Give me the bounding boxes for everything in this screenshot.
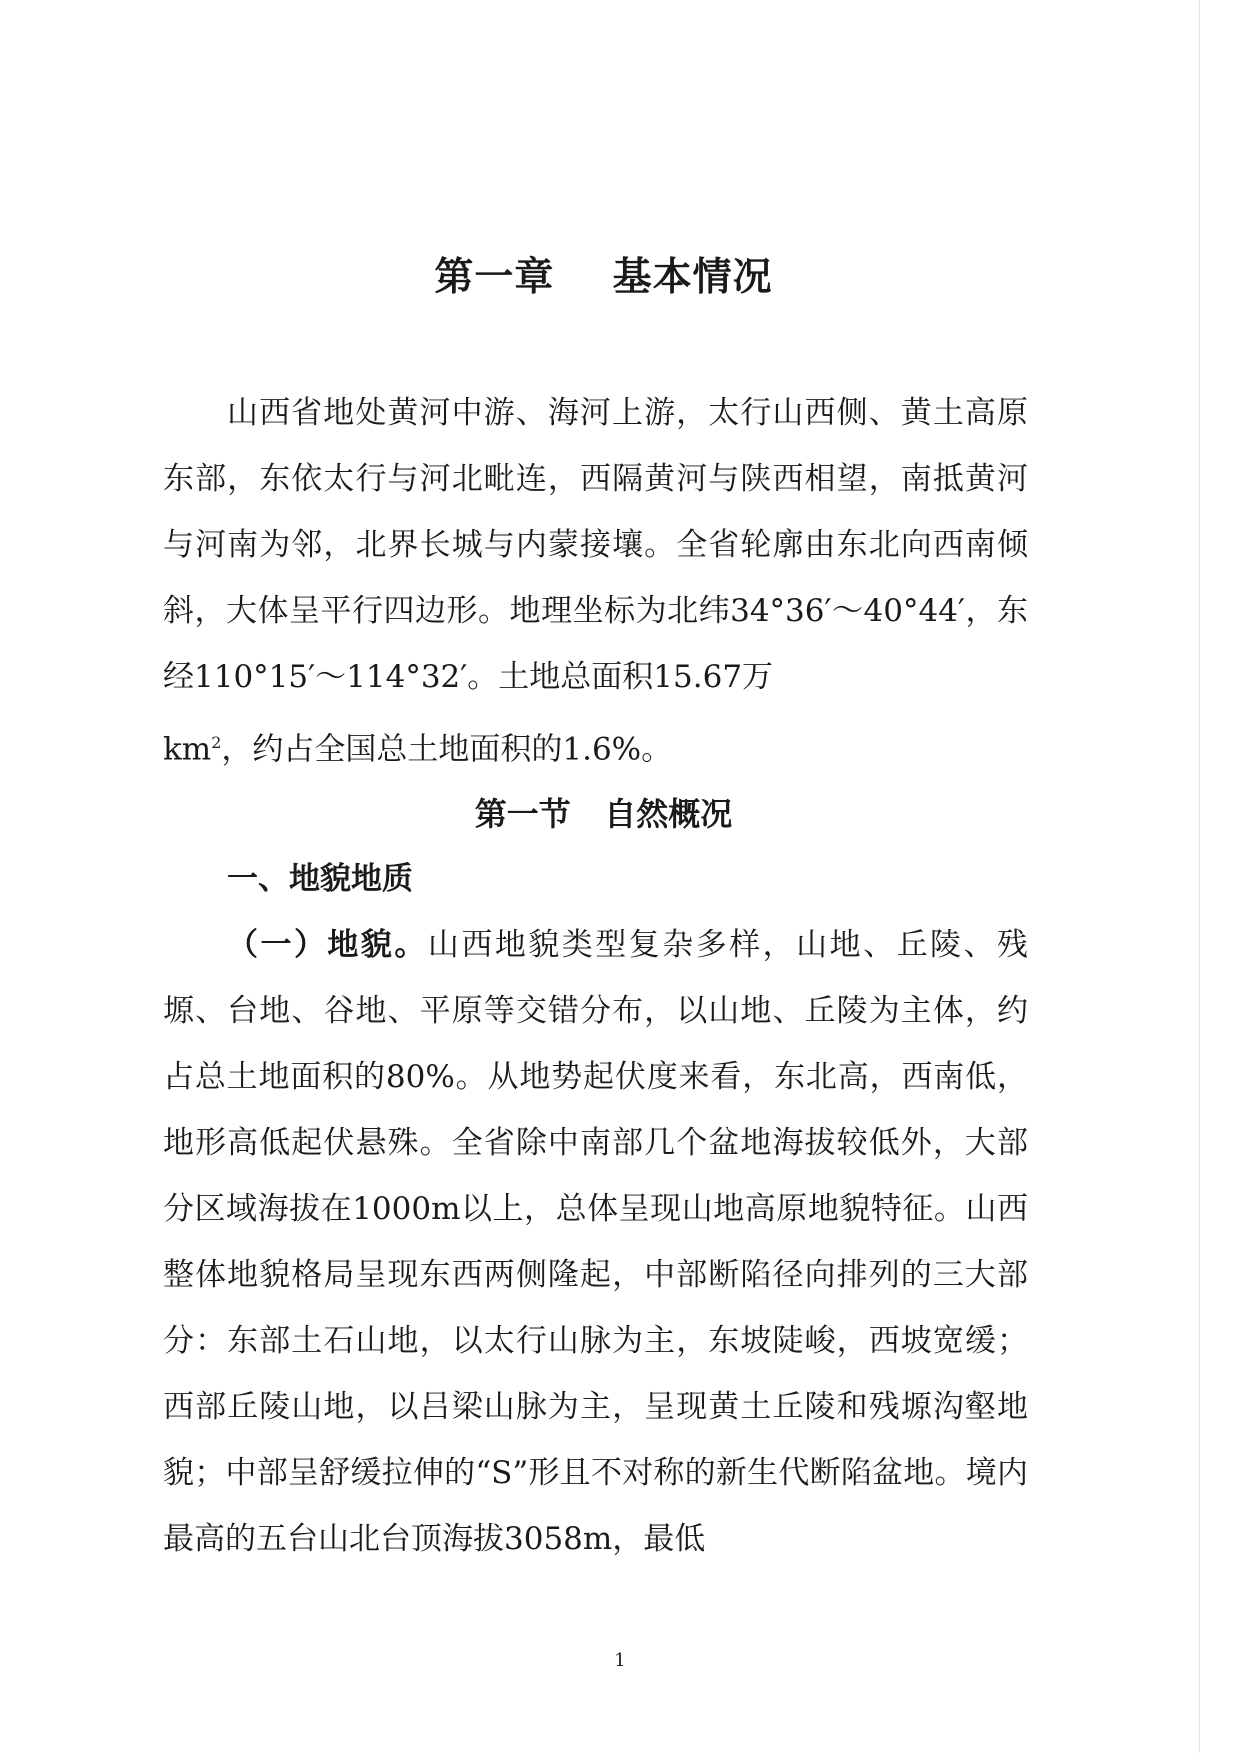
intro-paragraph: [163, 380, 1028, 782]
section-title: 第一节 自然概况: [474, 795, 733, 834]
intro-tail: ，约占全国总土地面积的1.6%。: [221, 731, 673, 768]
landform-paragraph: [163, 912, 1028, 1572]
page-number: 1: [614, 1650, 626, 1671]
intro-text: 山西省地处黄河中游、海河上游，太行山西侧、黄土高原东部，东依太行与河北毗连，西隔黄河与陕西相望，南抵黄河与河南为邻，北界长城与内蒙接壤。全省轮廓由东北向西南倾斜，大体呈平行四边形。地理坐标为北纬34°36′～40°44′，东经110°15′～114°32′。土地总面积15.67万: [163, 395, 1028, 695]
landform-lead: （一）地貌。: [227, 927, 428, 964]
landform-text: 山西地貌类型复杂多样，山地、丘陵、残塬、台地、谷地、平原等交错分布，以山地、丘陵为主体，约占总土地面积的80%。从地势起伏度来看，东北高，西南低，地形高低起伏悬殊。全省除中南部几个盆地海拔较低外，大部分区域海拔在1000m以上，总体呈现山地高原地貌特征。山西整体地貌格局呈现东西两侧隆起，中部断陷径向排列的三大部分：东部土石山地，以太行山脉为主，东坡陡峻，西坡宽缓；西部丘陵山地，以吕梁山脉为主，呈现黄土丘陵和残塬沟壑地貌；中部呈舒缓拉伸的“S”形且不对称的新生代断陷盆地。境内最高的五台山北台顶海拔3058m，最低: [163, 927, 1029, 1558]
subsection-heading: 一、地貌地质: [227, 861, 413, 898]
area-unit: km: [163, 731, 212, 768]
page-body: [163, 250, 1028, 1572]
area-unit-superscript: 2: [211, 733, 222, 752]
scan-edge-line: [1199, 0, 1200, 1753]
chapter-title: 第一章 基本情况: [434, 255, 773, 300]
